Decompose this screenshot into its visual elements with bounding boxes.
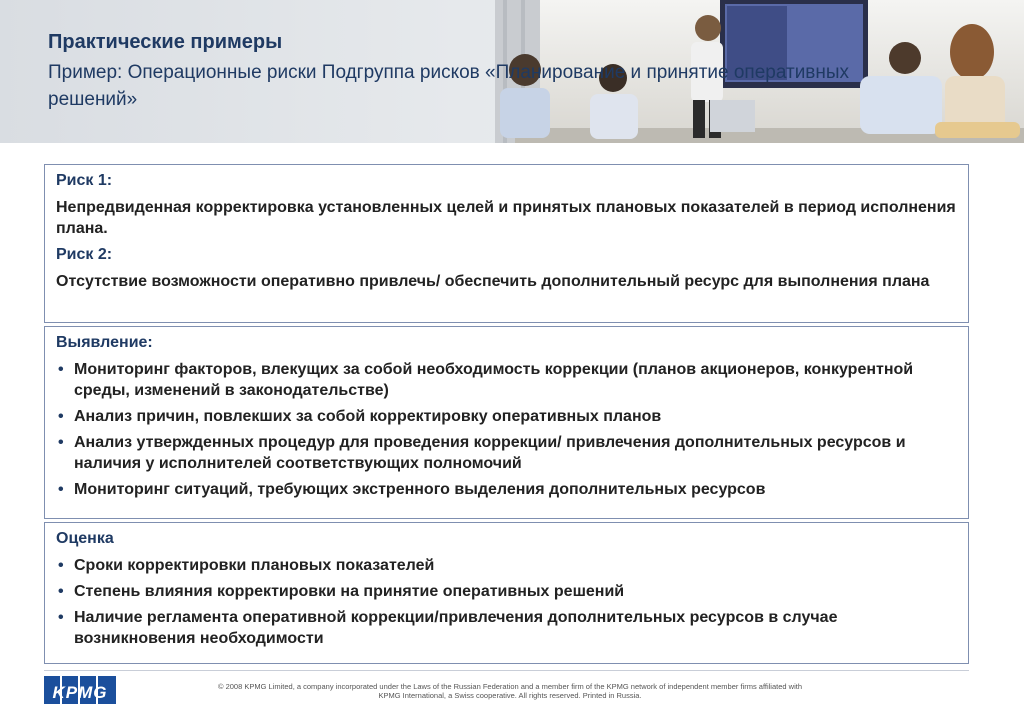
list-item: • Анализ утвержденных процедур для проведения коррекции/ привлечения дополнительных ресурсов и наличия у исполнителей соответствующих полномочий [56,432,956,474]
detection-box [44,326,969,519]
risk1-label: Риск 1: [56,172,113,189]
detection-list [56,359,956,500]
detection-heading: Выявление: [56,334,153,351]
risks-box [44,164,969,323]
list-item: • Мониторинг ситуаций, требующих экстренного выделения дополнительных ресурсов [56,479,956,500]
list-item: • Сроки корректировки плановых показателей [56,555,956,576]
copyright-line-1: © 2008 KPMG Limited, a company incorporated under the Laws of the Russian Federation and a member firm of the KPMG network of independent member firms affiliated with [217,682,802,691]
page-title: Практические примеры [48,31,283,53]
assessment-heading: Оценка [56,530,114,547]
list-item: • Степень влияния корректировки на принятие оперативных решений [56,581,956,602]
assessment-box [44,522,969,664]
risk2-label: Риск 2: [56,246,113,263]
risk2-text: Отсутствие возможности оперативно привлечь/ обеспечить дополнительный ресурс для выполнения плана [56,273,930,290]
page-subtitle: Пример: Операционные риски Подгруппа рисков «Планирование и принятие оперативных решений» [48,62,850,110]
kpmg-logo-text: KPMG [52,683,108,702]
header-banner [0,0,1024,143]
list-item: • Наличие регламента оперативной коррекции/привлечения дополнительных ресурсов в случае возникновения необходимости [56,607,956,649]
assessment-list [56,555,956,649]
footer-divider [44,670,969,671]
list-item: • Мониторинг факторов, влекущих за собой необходимость коррекции (планов акционеров, конкурентной среды, изменений в законодательстве) [56,359,956,401]
title-block [48,30,928,113]
risk1-text: Непредвиденная корректировка установленных целей и принятых плановых показателей в период исполнения плана. [56,199,956,237]
copyright-line-2: KPMG International, a Swiss cooperative. All rights reserved. Printed in Russia. [378,691,642,700]
list-item: • Анализ причин, повлекших за собой корректировку оперативных планов [56,406,956,427]
copyright [190,682,830,700]
